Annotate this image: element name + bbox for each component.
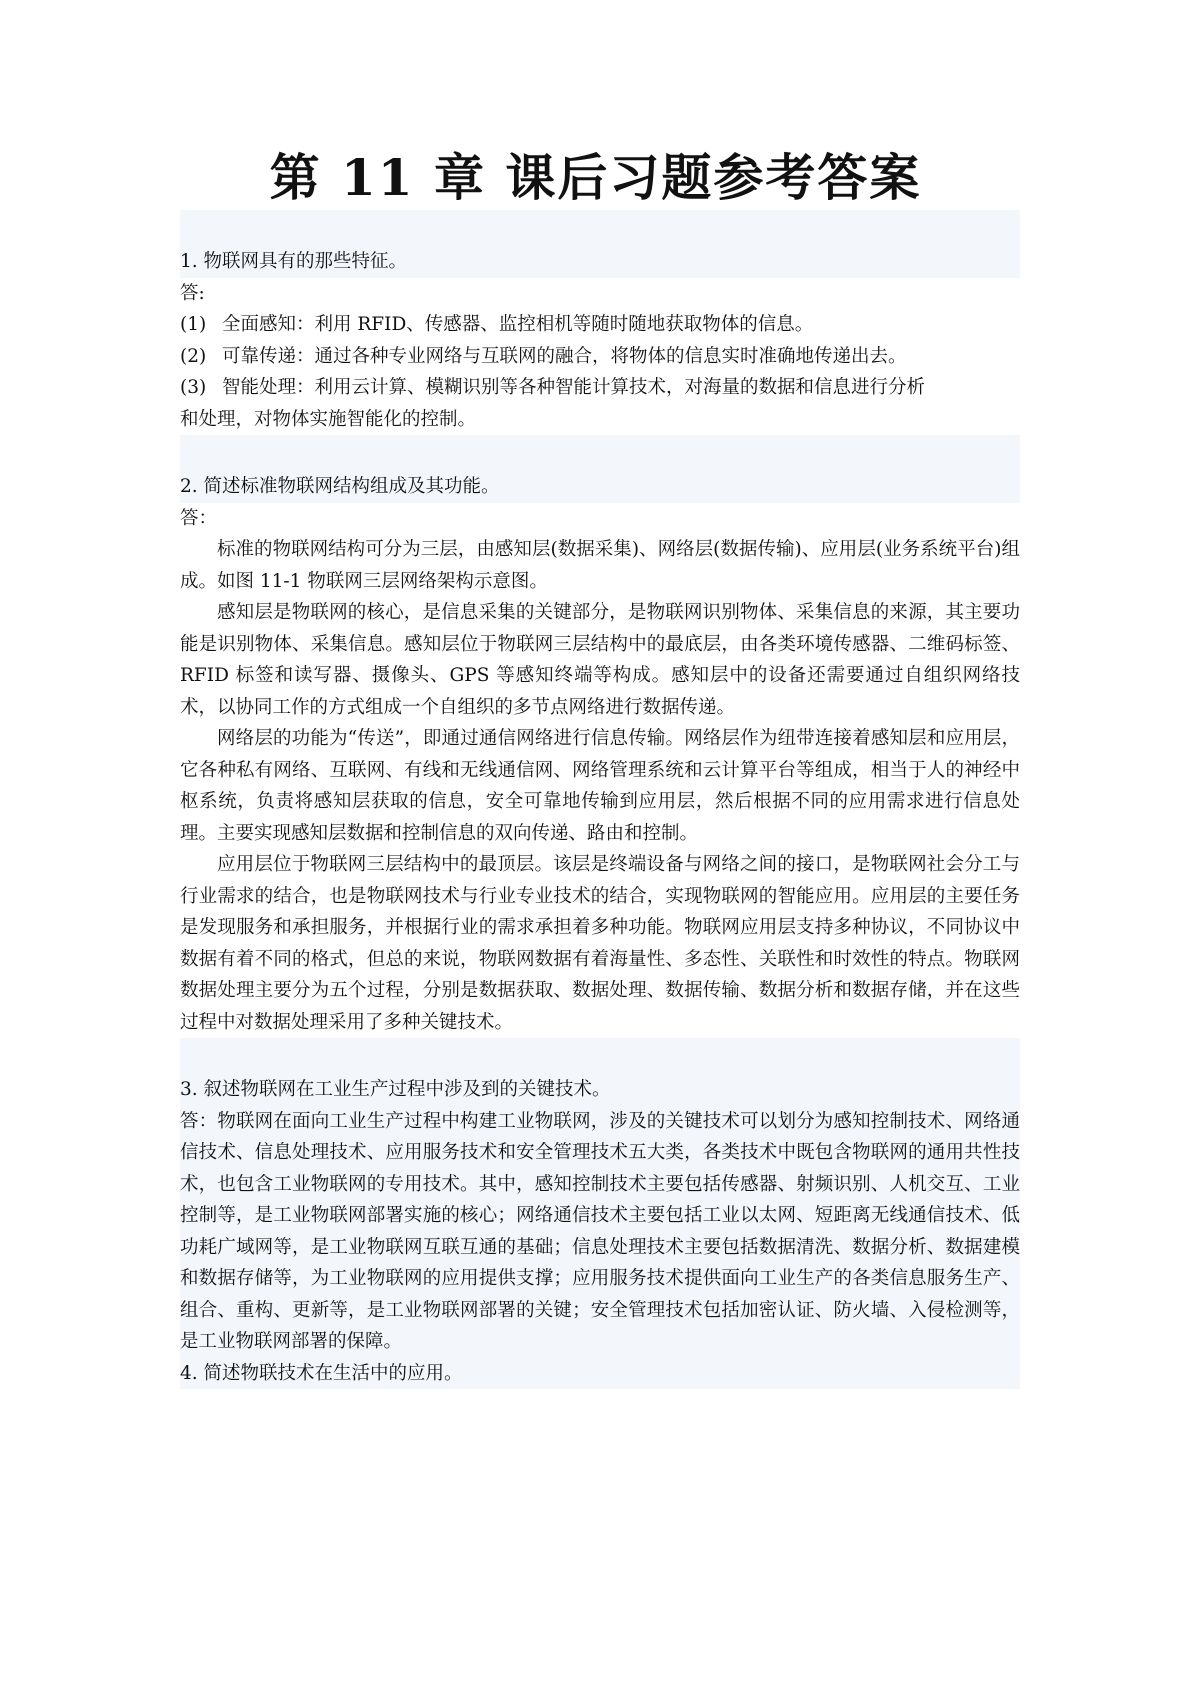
item-text: 智能处理：利用云计算、模糊识别等各种智能计算技术，对海量的数据和信息进行分析: [222, 377, 926, 398]
answer-1-item-3: [180, 372, 1020, 404]
answer-1-label: 答:: [180, 282, 205, 304]
document-body: [180, 210, 1020, 1389]
answer-2-paragraph-1: 标准的物联网结构可分为三层，由感知层(数据采集)、网络层(数据传输)、应用层(业务系统平台)组成。如图 11-1 物联网三层网络架构示意图。: [180, 539, 1020, 592]
answer-2-paragraph-2: 感知层是物联网的核心，是信息采集的关键部分，是物联网识别物体、采集信息的来源，其主要功能是识别物体、采集信息。感知层位于物联网三层结构中的最底层，由各类环境传感器、二维码标签、RFID 标签和读写器、摄像头、GPS 等感知终端等构成。感知层中的设备还需要通过自组织网络技术，以协同工作的方式组成一个自组织的多节点网络进行数据传递。: [180, 602, 1020, 718]
question-3: 3. 叙述物联网在工业生产过程中涉及到的关键技术。: [180, 1079, 611, 1100]
question-2: 2. 简述标准物联网结构组成及其功能。: [180, 476, 500, 497]
question-2-section: [180, 435, 1020, 503]
question-1-section: [180, 210, 1020, 278]
answer-2-label: 答：: [180, 507, 218, 529]
answer-2-section: [180, 503, 1020, 1039]
answer-2-paragraph-4: 应用层位于物联网三层结构中的最顶层。该层是终端设备与网络之间的接口，是物联网社会分工与行业需求的结合，也是物联网技术与行业专业技术的结合，实现物联网的智能应用。应用层的主要任务是发现服务和承担服务，并根据行业的需求承担着多种功能。物联网应用层支持多种协议，不同协议中数据有着不同的格式，但总的来说，物联网数据有着海量性、多态性、关联性和时效性的特点。物联网数据处理主要分为五个过程，分别是数据获取、数据处理、数据传输、数据分析和数据存储，并在这些过程中对数据处理采用了多种关键技术。: [180, 854, 1020, 1033]
question-4: 4. 简述物联技术在生活中的应用。: [180, 1362, 463, 1384]
answer-1-item-1: [180, 309, 1020, 341]
item-number: (1): [180, 314, 207, 335]
answer-1-section: [180, 278, 1020, 436]
answer-1-item-3-continuation: 和处理，对物体实施智能化的控制。: [180, 408, 477, 430]
item-text: 可靠传递：通过各种专业网络与互联网的融合，将物体的信息实时准确地传递出去。: [222, 345, 907, 367]
answer-3: 答：物联网在面向工业生产过程中构建工业物联网，涉及的关键技术可以划分为感知控制技术、网络通信技术、信息处理技术、应用服务技术和安全管理技术五大类，各类技术中既包含物联网的通用共性技术，也包含工业物联网的专用技术。其中，感知控制技术主要包括传感器、射频识别、人机交互、工业控制等，是工业物联网部署实施的核心；网络通信技术主要包括工业以太网、短距离无线通信技术、低功耗广域网等，是工业物联网互联互通的基础；信息处理技术主要包括数据清洗、数据分析、数据建模和数据存储等，为工业物联网的应用提供支撑；应用服务技术提供面向工业生产的各类信息服务生产、组合、重构、更新等，是工业物联网部署的关键；安全管理技术包括加密认证、防火墙、入侵检测等，是工业物联网部署的保障。: [180, 1110, 1020, 1352]
item-text: 全面感知：利用 RFID、传感器、监控相机等随时随地获取物体的信息。: [222, 314, 814, 335]
answer-1-item-2: [180, 341, 1020, 373]
item-number: (3): [180, 377, 207, 398]
question-1: 1. 物联网具有的那些特征。: [180, 251, 408, 272]
page-title: 第 11 章 课后习题参考答案: [269, 148, 922, 207]
answer-2-paragraph-3: 网络层的功能为“传送”，即通过通信网络进行信息传输。网络层作为纽带连接着感知层和应用层，它各种私有网络、互联网、有线和无线通信网、网络管理系统和云计算平台等组成，相当于人的神经中枢系统，负责将感知层获取的信息，安全可靠地传输到应用层，然后根据不同的应用需求进行信息处理。主要实现感知层数据和控制信息的双向传递、路由和控制。: [180, 728, 1020, 844]
item-number: (2): [180, 345, 207, 367]
question-3-section: [180, 1038, 1020, 1389]
